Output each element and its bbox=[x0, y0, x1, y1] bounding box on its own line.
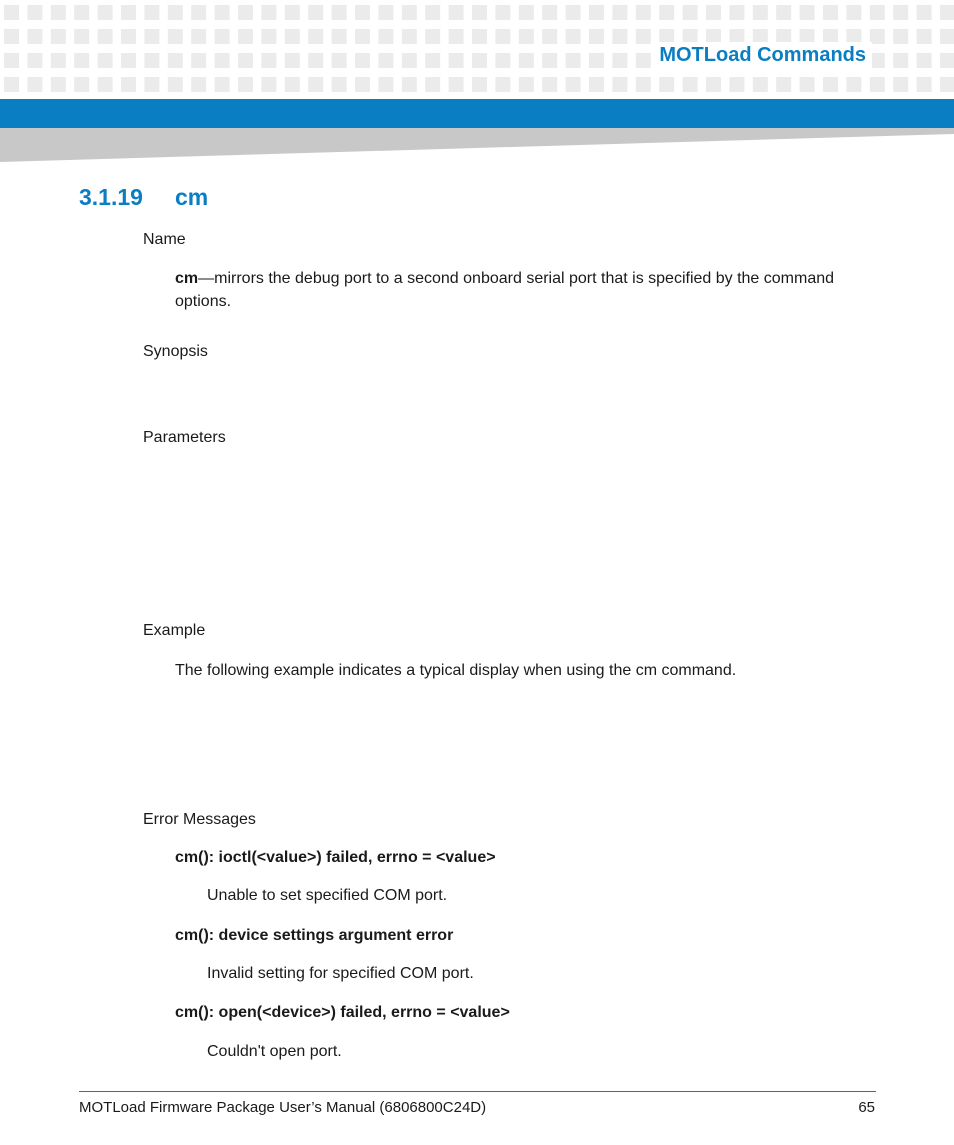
footer-manual-title: MOTLoad Firmware Package User’s Manual (6806800C24D) bbox=[79, 1099, 487, 1116]
parameters-label: Parameters bbox=[143, 429, 226, 446]
error-description: Unable to set specified COM port. bbox=[207, 887, 448, 904]
error-message: cm(): ioctl(<value>) failed, errno = <value> bbox=[175, 849, 496, 866]
footer-page-number: 65 bbox=[858, 1099, 875, 1116]
error-message: cm(): open(<device>) failed, errno = <value> bbox=[175, 1004, 510, 1021]
name-label: Name bbox=[143, 231, 186, 248]
example-text: The following example indicates a typical display when using the cm command. bbox=[175, 662, 737, 679]
header-blue-bar bbox=[0, 99, 954, 128]
error-messages-label: Error Messages bbox=[143, 811, 256, 828]
error-description: Couldn't open port. bbox=[207, 1043, 342, 1060]
section-title bbox=[79, 184, 208, 211]
command-description: —mirrors the debug port to a second onboard serial port that is specified by the command options. bbox=[175, 270, 835, 310]
name-description bbox=[175, 267, 885, 313]
section-number: 3.1.19 bbox=[79, 184, 143, 210]
synopsis-label: Synopsis bbox=[143, 343, 208, 360]
command-name: cm bbox=[175, 270, 199, 287]
error-description: Invalid setting for specified COM port. bbox=[207, 965, 474, 982]
header-title: MOTLoad Commands bbox=[653, 42, 872, 69]
section-name: cm bbox=[175, 184, 209, 210]
footer-divider bbox=[79, 1091, 876, 1092]
error-message: cm(): device settings argument error bbox=[175, 927, 454, 944]
example-label: Example bbox=[143, 622, 206, 639]
header-grey-wedge bbox=[0, 128, 954, 164]
page-header bbox=[0, 0, 954, 170]
